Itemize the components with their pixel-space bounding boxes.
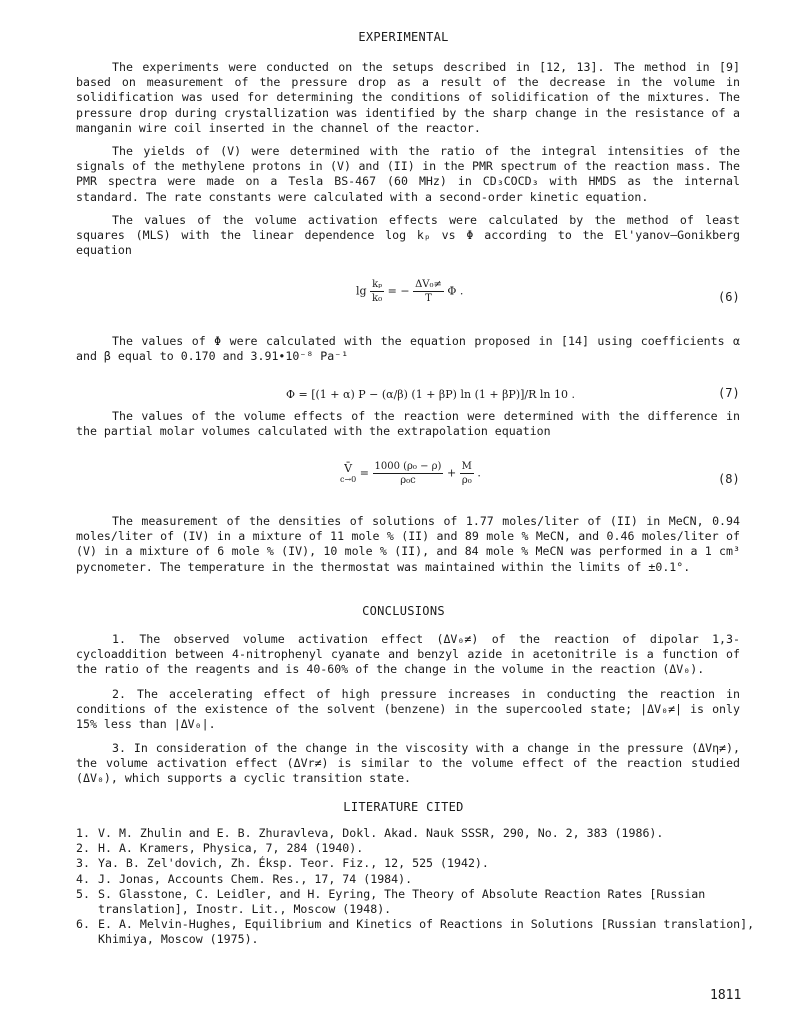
conclusion-1: 1. The observed volume activation effect (ΔV₀≠) of the reaction of dipolar 1,3-cycloaddition between 4-nitrophenyl cyanate and benzyl azide in acetonitrile is a function of the ratio of the reagents and is 40-60% of the change in the volume in the reaction (ΔV₀). [76,632,740,677]
equation-8: V̄ c→0 = $\frac{\text{1000 (ρ₀ − ρ)}}{\text{ρ₀c}}$ + $\frac{M}{\text{ρ₀}}$ . [340,461,481,486]
reference-item: 2. H. A. Kramers, Physica, 7, 284 (1940). [76,841,364,856]
experimental-paragraph-5: The values of the volume effects of the reaction were determined with the difference in the partial molar volumes calculated with the extrapolation equation [76,409,740,439]
experimental-paragraph-4: The values of Φ were calculated with the equation proposed in [14] using coefficients α and β equal to 0.170 and 3.91•10⁻⁸ Pa⁻¹ [76,334,740,364]
equation-7-number: (7) [718,386,740,400]
experimental-paragraph-3: The values of the volume activation effects were calculated by the method of least squares (MLS) with the linear dependence log kₚ vs Φ according to the El'yanov–Gonikberg equation [76,213,740,258]
equation-7: Φ = [(1 + α) P − (α/β) (1 + βP) ln (1 + βP)]/R ln 10 . [286,388,575,401]
conclusion-2: 2. The accelerating effect of high pressure increases in conducting the reaction in conditions of the existence of the solvent (benzene) in the supercooled state; |ΔV₀≠| is only 15% less than |ΔV₀|. [76,687,740,732]
page-number: 1811 [710,988,742,1003]
reference-item: 1. V. M. Zhulin and E. B. Zhuravleva, Dokl. Akad. Nauk SSSR, 290, No. 2, 383 (1986). [76,826,664,840]
reference-list [76,826,756,948]
reference-item: 5. S. Glasstone, C. Leidler, and H. Eyring, The Theory of Absolute Reaction Rates [Russian translation], Inostr. Lit., Moscow (1948). [76,886,706,917]
heading-experimental: EXPERIMENTAL [358,30,449,44]
experimental-paragraph-1: The experiments were conducted on the setups described in [12, 13]. The method in [9] based on measurement of the pressure drop as a result of the decrease in the volume in solidification was used for determining the conditions of solidification of the mixtures. The pressure drop during crystallization was identified by the sharp change in the resistance of a manganin wire coil inserted in the channel of the reactor. [76,60,740,135]
experimental-paragraph-6: The measurement of the densities of solutions of 1.77 moles/liter of (II) in MeCN, 0.94 moles/liter of (IV) in a mixture of 11 mole % (II) and 89 mole % MeCN, and 0.46 moles/liter of (V) in a mixture of 6 mole % (IV), 10 mole % (II), and 84 mole % MeCN was performed in a 1 cm³ pycnometer. The temperature in the thermostat was maintained within the limits of ±0.1°. [76,514,740,574]
reference-item: 6. E. A. Melvin-Hughes, Equilibrium and Kinetics of Reactions in Solutions [Russian translation], Khimiya, Moscow (1975). [76,917,755,947]
conclusion-3: 3. In consideration of the change in the viscosity with a change in the pressure (ΔVη≠), the volume activation effect (ΔVr≠) is similar to the volume effect of the reaction studied (ΔV₀), which supports a cyclic transition state. [76,741,740,786]
heading-conclusions: CONCLUSIONS [362,604,445,618]
equation-8-number: (8) [718,472,740,486]
equation-6: lg $\frac{\text{kₚ}}{\text{k₀}}$ = − $\frac{\text{ΔV₀≠}}{T}$ Φ . [356,279,464,304]
reference-item: 3. Ya. B. Zel'dovich, Zh. Éksp. Teor. Fiz., 12, 525 (1942). [76,856,489,871]
experimental-paragraph-2: The yields of (V) were determined with the ratio of the integral intensities of the signals of the methylene protons in (V) and (II) in the PMR spectrum of the reaction mass. The PMR spectra were made on a Tesla BS-467 (60 MHz) in CD₃COCD₃ with HMDS as the internal standard. The rate constants were calculated with a second-order kinetic equation. [76,144,740,204]
heading-literature-cited: LITERATURE CITED [343,800,464,814]
equation-6-number: (6) [718,290,740,304]
reference-item: 4. J. Jonas, Accounts Chem. Res., 17, 74 (1984). [76,871,413,886]
